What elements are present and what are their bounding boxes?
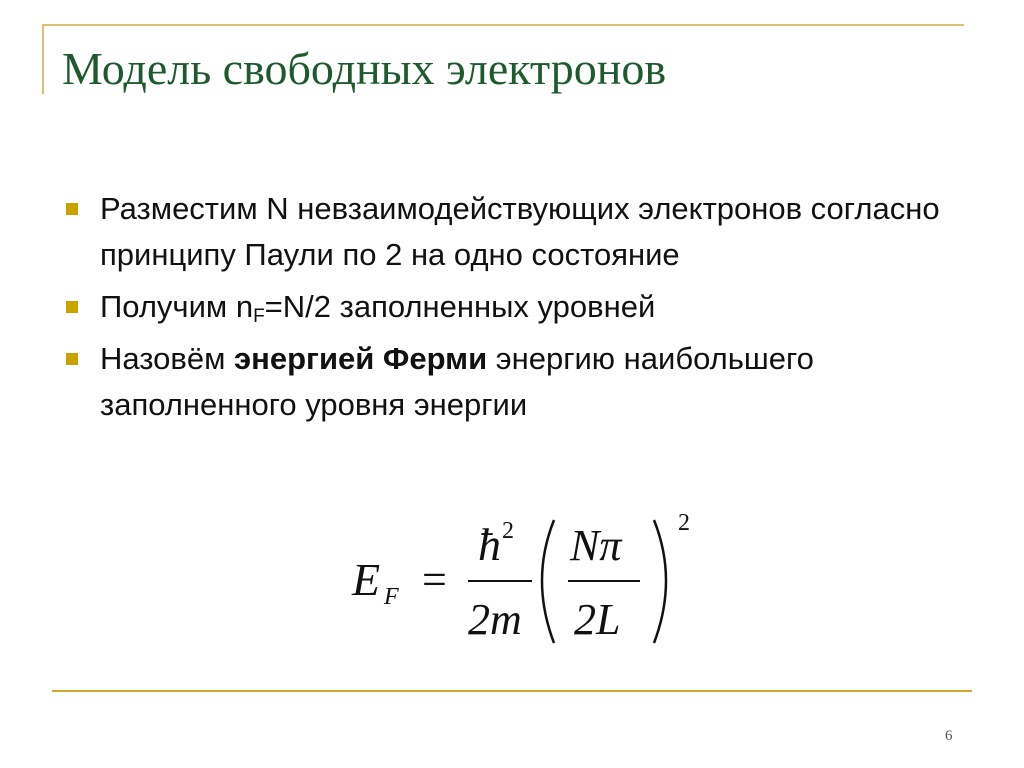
bullet-subscript: F [253,306,265,327]
fermi-energy-formula [340,500,720,660]
page-number: 6 [945,728,953,744]
formula-outer-exponent: 2 [678,510,690,536]
bullet-list [62,186,962,434]
bullet-square-icon [66,301,78,313]
left-paren-icon [542,520,554,643]
formula-lhs-subscript: F [384,584,399,610]
bottom-divider [52,690,972,692]
formula-lhs: E [352,554,381,605]
formula-hbar-exponent: 2 [502,518,514,544]
formula-hbar: ħ [478,519,501,570]
formula-denominator-1: 2m [468,595,522,644]
top-frame-line [42,24,964,26]
bullet-square-icon [66,203,78,215]
formula-equals: = [422,555,447,604]
left-frame-line [42,24,44,94]
bullet-text-prefix: Назовём [100,341,235,376]
bullet-item-2 [62,284,962,330]
bullet-text: Разместим N невзаимодействующих электронов согласно принципу Паули по 2 на одно состояние [100,191,940,272]
bullet-text-prefix: Получим n [100,289,254,324]
fermi-energy-term: энергией Ферми [234,341,488,376]
bullet-square-icon [66,353,78,365]
bullet-text-suffix: энергию наибольшего заполненного уровня энергии [100,341,814,422]
right-paren-icon [654,520,666,643]
formula-numerator-2: Nπ [570,521,622,570]
bullet-item-3 [62,336,962,428]
bullet-item-1 [62,186,962,278]
formula-denominator-2: 2L [574,595,621,644]
slide-title: Модель свободных электронов [62,43,667,94]
bullet-text-suffix: =N/2 заполненных уровней [264,289,656,324]
